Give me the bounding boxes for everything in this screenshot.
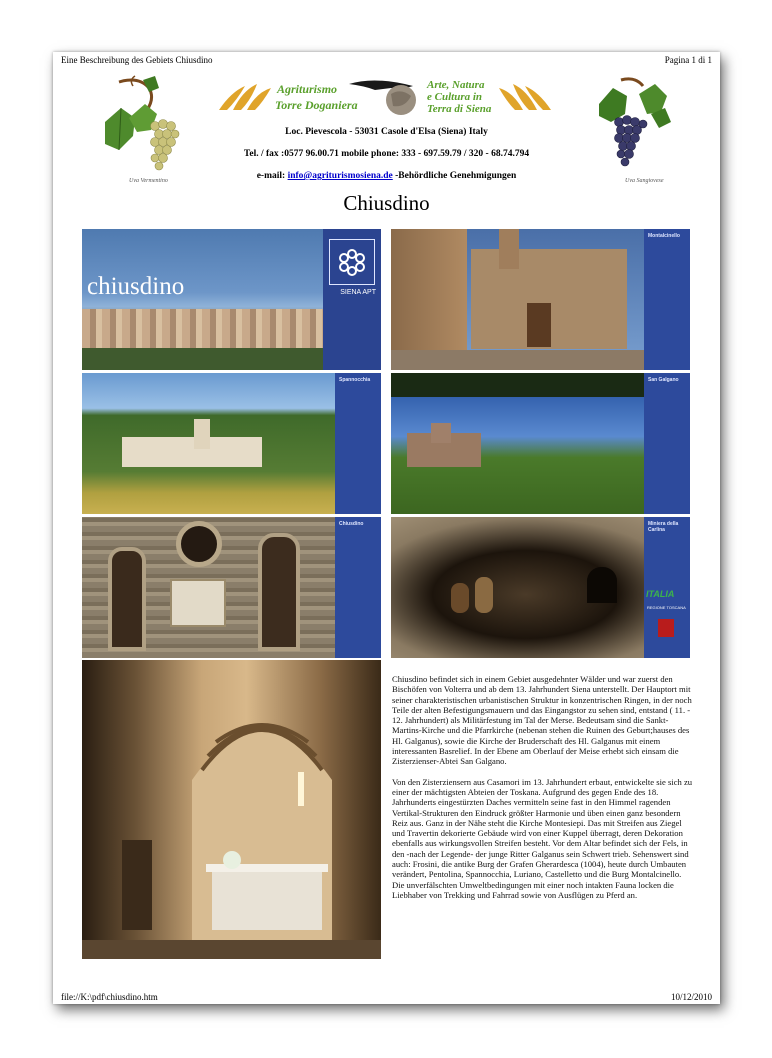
chiusdino-wall-label: Chiusdino xyxy=(339,521,364,527)
photo-chiusdino-word: chiusdino xyxy=(87,273,185,300)
chiusdino-wall-side-panel xyxy=(335,517,381,658)
banner-title-line1: Agriturismo xyxy=(277,82,338,96)
siena-apt-logo xyxy=(329,239,375,285)
email-line xyxy=(53,171,720,181)
photo-mine-tunnel xyxy=(391,517,690,658)
document-page xyxy=(53,52,720,1004)
italia-logo: ITALIA xyxy=(646,589,675,599)
print-footer-date: 10/12/2010 xyxy=(670,992,712,1002)
montalcinello-label: Montalcinello xyxy=(648,233,680,239)
phone-line: Tel. / fax :0577 96.00.71 mobile phone: 333 - 697.59.79 / 320 - 68.74.794 xyxy=(243,149,530,159)
regione-toscana-logo: REGIONE TOSCANA xyxy=(647,605,686,610)
paragraph-1: Chiusdino befindet sich in einem Gebiet ausgedehnter Wälder und war zuerst den Bischöfen von Volterra und ab dem 13. Jahrhundert Siena unterstellt. Der Hauptort mit seiner charakteristischen urbanistischen Struktur in konzentrischen Ringen, in der noch Teile der alten Befestigungsmauern und das Eingangstor zu sehen sind, entstand ( 11. - 12. Jahrhundert) als Militärfestung im Tal der Merse. Bedeutsam sind die Sankt-Martins-Kirche und die Pfarrkirche (nebenan stehen die Ruinen des Geburt;hauses des Hl. Galganus), sowie die Kirche der Bruderschaft des Hl. Galganus mit einem interessanten Basrelief. In der Ebene am Oberlauf der Meise erhebt sich einsam die Zisterzienser-Abtei San Galgano. xyxy=(392,674,692,767)
photo-chiusdino-panorama xyxy=(82,229,381,370)
agriturismo-banner-logo xyxy=(215,76,555,118)
print-footer-file-path: file://K:\pdf\chiusdino.htm xyxy=(61,992,158,1002)
san-galgano-side-panel xyxy=(644,373,690,514)
right-signature: Uva Sangiovese xyxy=(625,178,664,184)
left-signature: Uva Vermentino xyxy=(129,178,168,184)
montalcinello-side-panel xyxy=(644,229,690,370)
banner-motto-line1: Arte, Natura xyxy=(427,79,485,91)
photo-san-galgano xyxy=(391,373,690,514)
photo-spannocchia xyxy=(82,373,381,514)
page-title: Chiusdino xyxy=(343,191,430,215)
email-suffix: -Behördliche Genehmigungen xyxy=(392,171,517,181)
photo-chiusdino-wall xyxy=(82,517,381,658)
paragraph-2: Von den Zisterziensern aus Casamori im 13. Jahrhundert erbaut, entwickelte sie sich zu einer der mächtigsten Abteien der Toskana. Aufgrund des gegen Ende des 18. Jahrhunderts eingestürzten Daches vermitteln seine fast in den Himmel ragenden Vertikal-Strukturen den Eindruck größter Harmonie und üben einen ganz besondern Reiz aus. Ganz in der Nähe steht die Kirche Montesiepi. Das mit Streifen aus Ziegel und Travertin dekorierte Gebäude wird von einer Kuppel überragt, deren Dekoration ebenfalls aus wirkungsvollen Streifen besteht. Vor dem Altar befindet sich der Fels, in den -nach der Legende- der junge Ritter Galganus sein Schwert trieb. Sehenswert sind auch: Frosini, die antike Burg der Grafen Gherardesca (1004), heute durch Umbauten verändert, Pentolina, Spannocchia, Luriano, Castelletto und die Burg Montalcinello. Die unverfälschten Umweltbedingungen mit einer noch intakten Fauna locken die Liebhaber von Trekking und Fahrrad sowie von Ausflügen zu Pferd an. xyxy=(392,776,693,900)
san-galgano-label: San Galgano xyxy=(648,377,679,383)
regione-toscana-emblem xyxy=(658,619,674,637)
siena-apt-text: SIENA APT xyxy=(340,289,376,296)
photo-church-interior xyxy=(82,660,381,959)
spannocchia-side-panel xyxy=(335,373,381,514)
photo-montalcinello-church xyxy=(391,229,690,370)
mine-side-panel xyxy=(644,517,690,658)
banner-motto-line2: e Cultura in xyxy=(427,91,483,103)
banner-title-line2: Torre Doganiera xyxy=(275,98,358,112)
mine-label: Miniera della Carlina xyxy=(648,521,679,533)
spannocchia-label: Spannocchia xyxy=(339,377,371,383)
address-line: Loc. Pievescola - 53031 Casole d'Elsa (Siena) Italy xyxy=(285,127,488,137)
email-prefix: e-mail: xyxy=(256,171,288,181)
print-header-page-number: Pagina 1 di 1 xyxy=(664,55,712,65)
email-link[interactable]: info@agriturismosiena.de xyxy=(287,171,393,181)
article-body xyxy=(392,674,693,910)
banner-motto-line3: Terra di Siena xyxy=(427,103,492,115)
print-header-title: Eine Beschreibung des Gebiets Chiusdino xyxy=(61,55,213,65)
